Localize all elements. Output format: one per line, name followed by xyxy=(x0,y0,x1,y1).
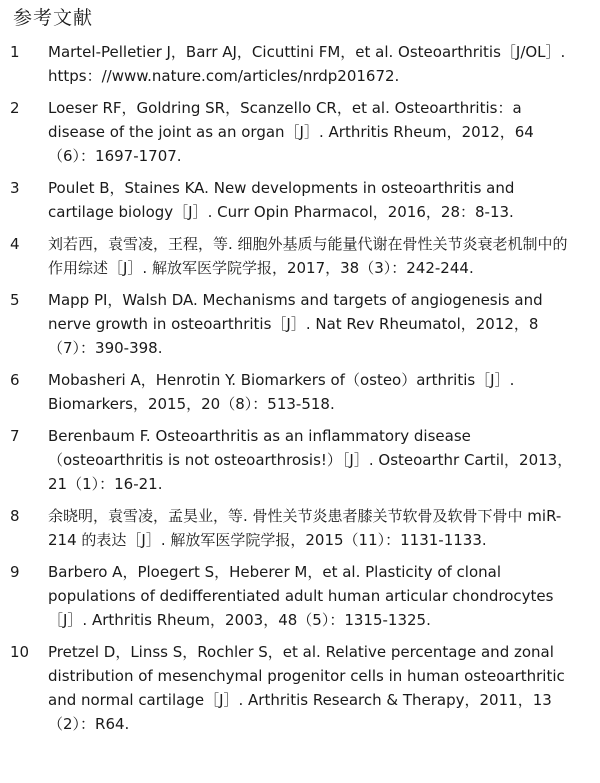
reference-text: Poulet B，Staines KA. New developments in osteoarthritis and cartilage biology［J］. Curr Opin Pharmacol，2016，28：8-13. xyxy=(48,179,515,221)
reference-number: 7 xyxy=(10,427,20,445)
reference-text: Berenbaum F. Osteoarthritis as an inflammatory disease（osteoarthritis is not osteoarthrosis!）［J］. Osteoarthr Cartil，2013，21（1）：16-21. xyxy=(48,427,573,493)
reference-text: Loeser RF，Goldring SR，Scanzello CR，et al. Osteoarthritis：a disease of the joint as an organ［J］. Arthritis Rheum，2012，64（6）：1697-1707. xyxy=(48,99,534,165)
reference-text: Mobasheri A，Henrotin Y. Biomarkers of（osteo）arthritis［J］. Biomarkers，2015，20（8）：513-518. xyxy=(48,371,515,413)
reference-item xyxy=(0,96,600,168)
reference-text: 余晓明，袁雪凌，孟昊业，等. 骨性关节炎患者膝关节软骨及软骨下骨中 miR-214 的表达［J］. 解放军医学院学报，2015（11）：1131-1133. xyxy=(48,507,562,549)
reference-item xyxy=(0,424,600,496)
reference-list xyxy=(0,40,600,744)
reference-text: Pretzel D，Linss S，Rochler S，et al. Relative percentage and zonal distribution of mesenchymal progenitor cells in human osteoarthritic and normal cartilage［J］. Arthritis Research & Therapy，2011，13（2）：R64. xyxy=(48,643,565,733)
reference-item xyxy=(0,504,600,552)
reference-item xyxy=(0,176,600,224)
reference-text: Martel-Pelletier J，Barr AJ，Cicuttini FM，et al. Osteoarthritis［J/OL］. https：//www.nature.com/articles/nrdp201672. xyxy=(48,43,566,85)
reference-text: 刘若西，袁雪凌，王程，等. 细胞外基质与能量代谢在骨性关节炎衰老机制中的作用综述［J］. 解放军医学院学报，2017，38（3）：242-244. xyxy=(48,235,568,277)
reference-text: Mapp PI，Walsh DA. Mechanisms and targets of angiogenesis and nerve growth in osteoarthritis［J］. Nat Rev Rheumatol，2012，8（7）：390-398. xyxy=(48,291,543,357)
reference-number: 6 xyxy=(10,371,20,389)
reference-number: 1 xyxy=(10,43,20,61)
reference-item xyxy=(0,288,600,360)
reference-item xyxy=(0,560,600,632)
reference-text: Barbero A，Ploegert S，Heberer M，et al. Plasticity of clonal populations of dedifferentiated adult human articular chondrocytes［J］. Arthritis Rheum，2003，48（5）：1315-1325. xyxy=(48,563,554,629)
reference-number: 2 xyxy=(10,99,20,117)
reference-number: 8 xyxy=(10,507,20,525)
reference-item xyxy=(0,640,600,736)
reference-number: 9 xyxy=(10,563,20,581)
reference-number: 10 xyxy=(10,643,30,661)
reference-number: 4 xyxy=(10,235,20,253)
reference-number: 5 xyxy=(10,291,20,309)
reference-item xyxy=(0,232,600,280)
references-heading: 参考文献 xyxy=(13,7,94,29)
reference-item xyxy=(0,40,600,88)
reference-item xyxy=(0,368,600,416)
reference-number: 3 xyxy=(10,179,20,197)
